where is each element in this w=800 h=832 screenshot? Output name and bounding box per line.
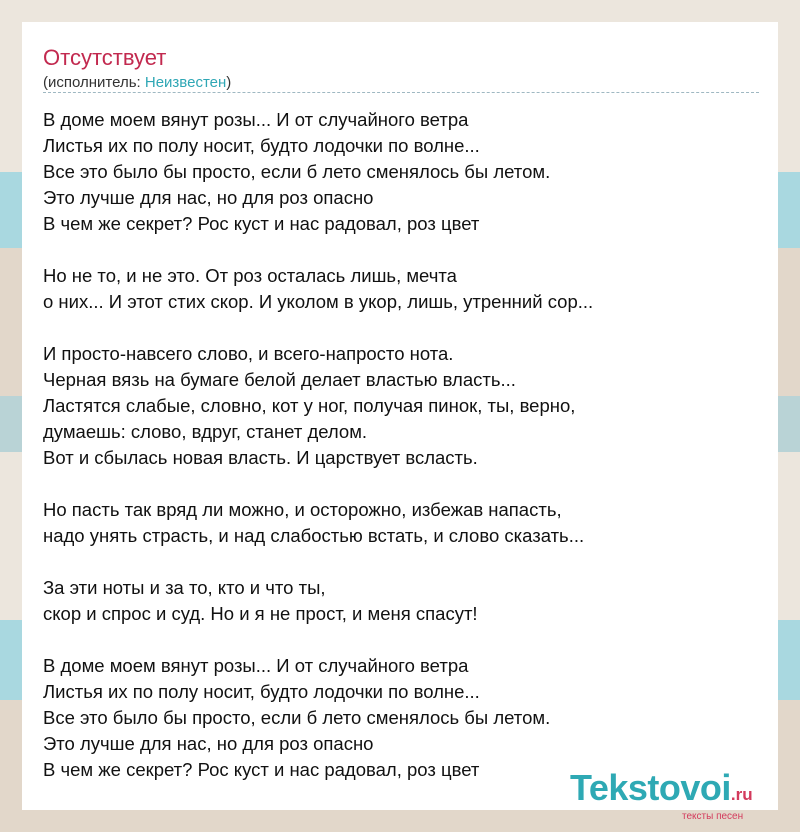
stanza [43, 653, 763, 783]
stanza [43, 575, 763, 627]
stanza [43, 263, 763, 315]
lyric-line: За эти ноты и за то, кто и что ты, [43, 577, 326, 598]
lyric-line: скор и спрос и суд. Но и я не прост, и меня спасут! [43, 603, 478, 624]
song-title: Отсутствует [43, 45, 167, 70]
lyric-line: Все это было бы просто, если б лето сменялось бы летом. [43, 161, 551, 182]
lyric-line: Все это было бы просто, если б лето сменялось бы летом. [43, 707, 551, 728]
lyric-line: В доме моем вянут розы... И от случайного ветра [43, 109, 469, 130]
lyric-line: Это лучше для нас, но для роз опасно [43, 733, 374, 754]
logo-wordmark: Tekstovoi [570, 767, 731, 808]
site-logo[interactable] [570, 767, 753, 822]
lyric-line: В чем же секрет? Рос куст и нас радовал, роз цвет [43, 759, 480, 780]
lyric-line: надо унять страсть, и над слабостью встать, и слово сказать... [43, 525, 585, 546]
lyric-line: думаешь: слово, вдруг, станет делом. [43, 421, 368, 442]
lyrics-card [22, 22, 778, 822]
artist-prefix: (исполнитель: [43, 74, 145, 91]
divider [43, 92, 759, 93]
artist-link[interactable]: Неизвестен [144, 74, 227, 91]
logo-tagline: тексты песен [682, 811, 744, 822]
lyric-line: Это лучше для нас, но для роз опасно [43, 187, 374, 208]
lyric-line: Листья их по полу носит, будто лодочки по волне... [43, 681, 480, 702]
stanza [43, 341, 763, 471]
artist-suffix: ) [226, 74, 232, 91]
lyric-line: В доме моем вянут розы... И от случайного ветра [43, 655, 469, 676]
lyric-line: И просто-навсего слово, и всего-напросто нота. [43, 343, 454, 364]
artist-line [43, 74, 231, 91]
stanza [43, 497, 763, 549]
stanza [43, 107, 763, 237]
lyric-line: Листья их по полу носит, будто лодочки по волне... [43, 135, 480, 156]
lyric-line: Черная вязь на бумаге белой делает властью власть... [43, 369, 516, 390]
lyric-line: Но пасть так вряд ли можно, и осторожно, избежав напасть, [43, 499, 562, 520]
lyric-line: Но не то, и не это. От роз осталась лишь, мечта [43, 265, 457, 286]
lyric-line: Вот и сбылась новая власть. И царствует всласть. [43, 447, 478, 468]
logo-domain: .ru [730, 785, 753, 804]
lyric-line: В чем же секрет? Рос куст и нас радовал, роз цвет [43, 213, 480, 234]
lyric-line: о них... И этот стих скор. И уколом в укор, лишь, утренний сор... [43, 291, 594, 312]
lyrics-body [43, 107, 763, 809]
lyric-line: Ластятся слабые, словно, кот у ног, получая пинок, ты, верно, [43, 395, 576, 416]
